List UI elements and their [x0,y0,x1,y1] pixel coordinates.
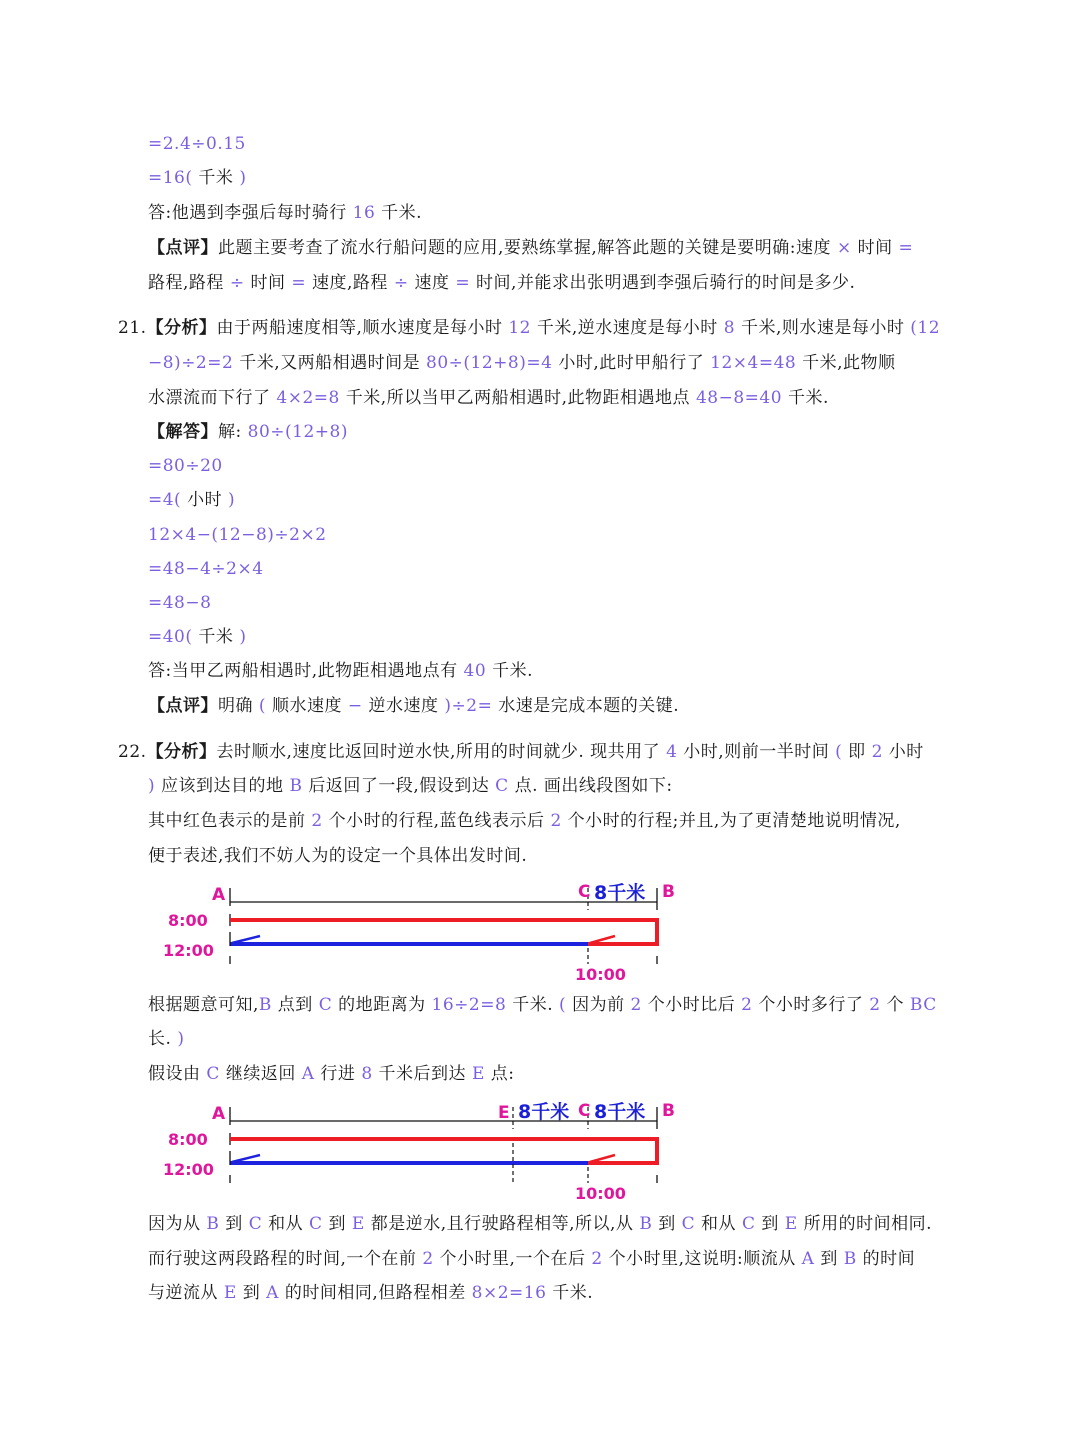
math-expression: A [801,1249,815,1269]
text-line [148,625,246,649]
text-line [148,809,901,833]
text-run: 根据题意可知, [148,995,259,1015]
math-expression: 12×4−(12−8)÷2×2 [148,525,327,545]
text-run: 其中红色表示的是前 [148,811,312,831]
math-expression: =48−8 [148,593,212,613]
text-run: 千米,又两船相遇时间是 [233,353,427,373]
text-run: 此题主要考查了流水行船问题的应用,要熟练掌握,解答此题的关键是要明确:速度 [218,238,837,258]
math-expression: E [784,1214,798,1234]
math-expression: C [681,1214,696,1234]
text-run: 时间 [244,273,292,293]
math-expression: =80÷20 [148,456,223,476]
text-run: 和从 [262,1214,310,1234]
math-expression: × [836,238,852,258]
text-run: 去时顺水,速度比返回时逆水快,所用的时间就少. 现共用了 [216,742,667,762]
math-expression: A [301,1064,315,1084]
math-expression: ÷ [393,273,409,293]
math-expression: 2 [741,995,753,1015]
math-expression: C [741,1214,756,1234]
text-run: 速度 [408,273,456,293]
text-line [148,659,533,683]
math-expression: ) [177,1029,185,1049]
text-run: 后返回了一段,假设到达 [302,776,496,796]
text-run: 因为前 [566,995,631,1015]
math-expression: A [266,1283,279,1303]
math-expression: 8×2=16 [471,1283,547,1303]
text-run: 千米. [546,1283,594,1303]
text-line [148,1212,932,1236]
math-expression: )÷2= [444,696,493,716]
text-run: 到 [652,1214,682,1234]
math-expression: 4×2=8 [276,388,340,408]
text-line [148,1281,593,1305]
label-b: B [662,1101,675,1121]
text-run: 与逆流从 [148,1283,224,1303]
text-line [148,523,327,547]
text-run: 路程,路程 [148,273,230,293]
math-expression: (12 [910,318,941,338]
math-expression: 2 [311,811,323,831]
time-end: 12:00 [163,1160,214,1179]
text-run: 到 [755,1214,785,1234]
section-label: 【点评】 [148,696,218,716]
text-run: 千米,则水速是每小时 [735,318,911,338]
segment-diagram-2 [160,1095,690,1209]
text-run: 小时 [181,490,229,510]
math-expression: ) [228,490,236,510]
label-e: E [498,1103,510,1123]
text-run: 个小时里,这说明:顺流从 [602,1249,802,1269]
text-run: 水漂流而下行了 [148,388,277,408]
math-expression: ( [835,742,843,762]
time-mid: 10:00 [575,1184,626,1203]
text-run: 水速是完成本题的关键. [492,696,680,716]
math-expression: −8)÷2=2 [148,353,234,373]
label-b: B [662,882,675,902]
text-run: 21. [118,318,147,338]
text-line [148,1027,184,1051]
text-line [148,201,422,225]
text-run: 的时间 [856,1249,916,1269]
text-run: 都是逆水,且行驶路程相等,所以,从 [364,1214,640,1234]
math-expression: B [843,1249,857,1269]
time-start: 8:00 [168,1130,208,1149]
segment-ec-length: 8千米 [518,1101,570,1123]
math-expression: ) [148,776,156,796]
text-line [148,557,264,581]
math-expression: 48−8=40 [695,388,783,408]
text-line [148,591,211,615]
label-a: A [212,885,226,905]
text-run: 假设由 [148,1064,207,1084]
text-run: 点到 [271,995,319,1015]
text-line [148,271,855,295]
text-run: 小时,则前一半时间 [677,742,836,762]
text-run: 长. [148,1029,178,1049]
text-line [148,386,829,410]
text-line [118,740,924,764]
text-run: 千米,所以当甲乙两船相遇时,此物距相遇地点 [339,388,696,408]
math-expression: E [351,1214,365,1234]
math-expression: 8 [361,1064,373,1084]
math-expression: = [455,273,471,293]
math-expression: 80÷(12+8) [247,422,348,442]
math-expression: E [223,1283,237,1303]
math-expression: C [206,1064,220,1084]
math-expression: C [248,1214,263,1234]
math-expression: B [206,1214,220,1234]
text-run: 千米 [192,168,240,188]
text-run: 千米 [192,627,240,647]
section-label: 【分析】 [146,742,217,762]
math-expression: ( [258,696,267,716]
math-expression: C [309,1214,323,1234]
section-label: 【解答】 [148,422,218,442]
section-label: 【分析】 [146,318,217,338]
text-run: 个小时的行程,蓝色线表示后 [322,811,551,831]
time-start: 8:00 [168,911,208,930]
text-run: 千米. [506,995,560,1015]
text-run: 个 [880,995,910,1015]
section-label: 【点评】 [148,238,218,258]
text-line [148,351,896,375]
math-expression: 16÷2=8 [431,995,507,1015]
text-run: 即 [842,742,872,762]
math-expression: 12×4=48 [710,353,797,373]
text-run: 个小时的行程;并且,为了更清楚地说明情况, [561,811,901,831]
text-line [148,1247,915,1271]
text-run: 个小时比后 [641,995,742,1015]
math-expression: 2 [871,742,883,762]
math-expression: 40 [463,661,487,681]
text-run: 逆水速度 [362,696,445,716]
text-line [148,488,235,512]
label-a: A [212,1104,226,1124]
time-mid: 10:00 [575,965,626,984]
math-expression: =48−4÷2×4 [148,559,264,579]
math-expression: C [318,995,333,1015]
time-end: 12:00 [163,941,214,960]
text-run: 明确 [218,696,259,716]
math-expression: B [289,776,303,796]
math-expression: 12 [508,318,531,338]
text-run: 点: [484,1064,515,1084]
text-run: 小时,此时甲船行了 [552,353,711,373]
text-run: 到 [219,1214,249,1234]
math-expression: 80÷(12+8)=4 [426,353,553,373]
math-expression: ÷ [229,273,245,293]
text-run: 继续返回 [219,1064,302,1084]
text-run: 到 [322,1214,352,1234]
text-run: 到 [236,1283,267,1303]
math-expression: ) [239,627,247,647]
segment-diagram-1 [160,876,690,990]
segment-cb-length: 8千米 [594,1101,646,1123]
text-run: 个小时里,一个在后 [433,1249,592,1269]
math-expression: E [471,1064,485,1084]
text-line [118,316,940,340]
text-run: 而行驶这两段路程的时间,一个在前 [148,1249,423,1269]
text-line [148,694,679,718]
text-run: 答:他遇到李强后每时骑行 [148,203,353,223]
label-c: C [578,882,591,902]
text-run: 时间,并能求出张明遇到李强后骑行的时间是多少. [470,273,856,293]
math-expression: 4 [666,742,678,762]
text-line [148,166,246,190]
text-run: 千米,逆水速度是每小时 [531,318,724,338]
text-run: 点. 画出线段图如下: [508,776,673,796]
math-expression: 2 [630,995,642,1015]
text-run: 小时 [882,742,924,762]
math-expression: C [495,776,509,796]
math-expression: 8 [723,318,736,338]
math-expression: 16 [352,203,376,223]
text-run: 千米后到达 [372,1064,472,1084]
text-run: 的地距离为 [332,995,432,1015]
math-expression: 2 [591,1249,603,1269]
math-expression: =16( [148,168,193,188]
math-expression: B [258,995,272,1015]
math-expression: =4( [148,490,182,510]
math-expression: ( [559,995,567,1015]
text-run: 千米. [486,661,533,681]
math-expression: 2 [422,1249,434,1269]
text-line [148,236,913,260]
text-run: 解: [218,422,248,442]
text-run: 由于两船速度相等,顺水速度是每小时 [216,318,509,338]
text-run: 行进 [314,1064,362,1084]
math-expression: 2 [869,995,881,1015]
text-run: 答:当甲乙两船相遇时,此物距相遇地点有 [148,661,464,681]
text-run: 顺水速度 [266,696,348,716]
text-run: 因为从 [148,1214,207,1234]
math-expression: ) [239,168,247,188]
math-expression: 2 [550,811,562,831]
text-run: 和从 [695,1214,742,1234]
text-line [148,1062,515,1086]
text-line [148,844,527,868]
math-expression: =2.4÷0.15 [148,134,246,154]
math-expression: − [347,696,363,716]
text-run: 速度,路程 [306,273,394,293]
text-line [148,774,673,798]
text-run: 的时间相同,但路程相差 [278,1283,472,1303]
math-expression: =40( [148,627,193,647]
text-run: 22. [118,742,147,762]
math-expression: = [291,273,307,293]
text-run: 便于表述,我们不妨人为的设定一个具体出发时间. [148,846,528,866]
text-run: 所用的时间相同. [797,1214,933,1234]
text-run: 千米,此物顺 [796,353,896,373]
text-line [148,454,223,478]
text-run: 应该到达目的地 [155,776,290,796]
segment-cb-length: 8千米 [594,882,646,904]
math-expression: = [898,238,914,258]
text-run: 到 [814,1249,844,1269]
text-run: 千米. [375,203,423,223]
text-run: 时间 [851,238,899,258]
text-line [148,132,246,156]
math-expression: B [639,1214,653,1234]
text-run: 个小时多行了 [752,995,870,1015]
text-line [148,420,348,444]
math-expression: BC [909,995,937,1015]
text-run: 千米. [782,388,829,408]
label-c: C [578,1101,591,1121]
text-line [148,993,937,1017]
